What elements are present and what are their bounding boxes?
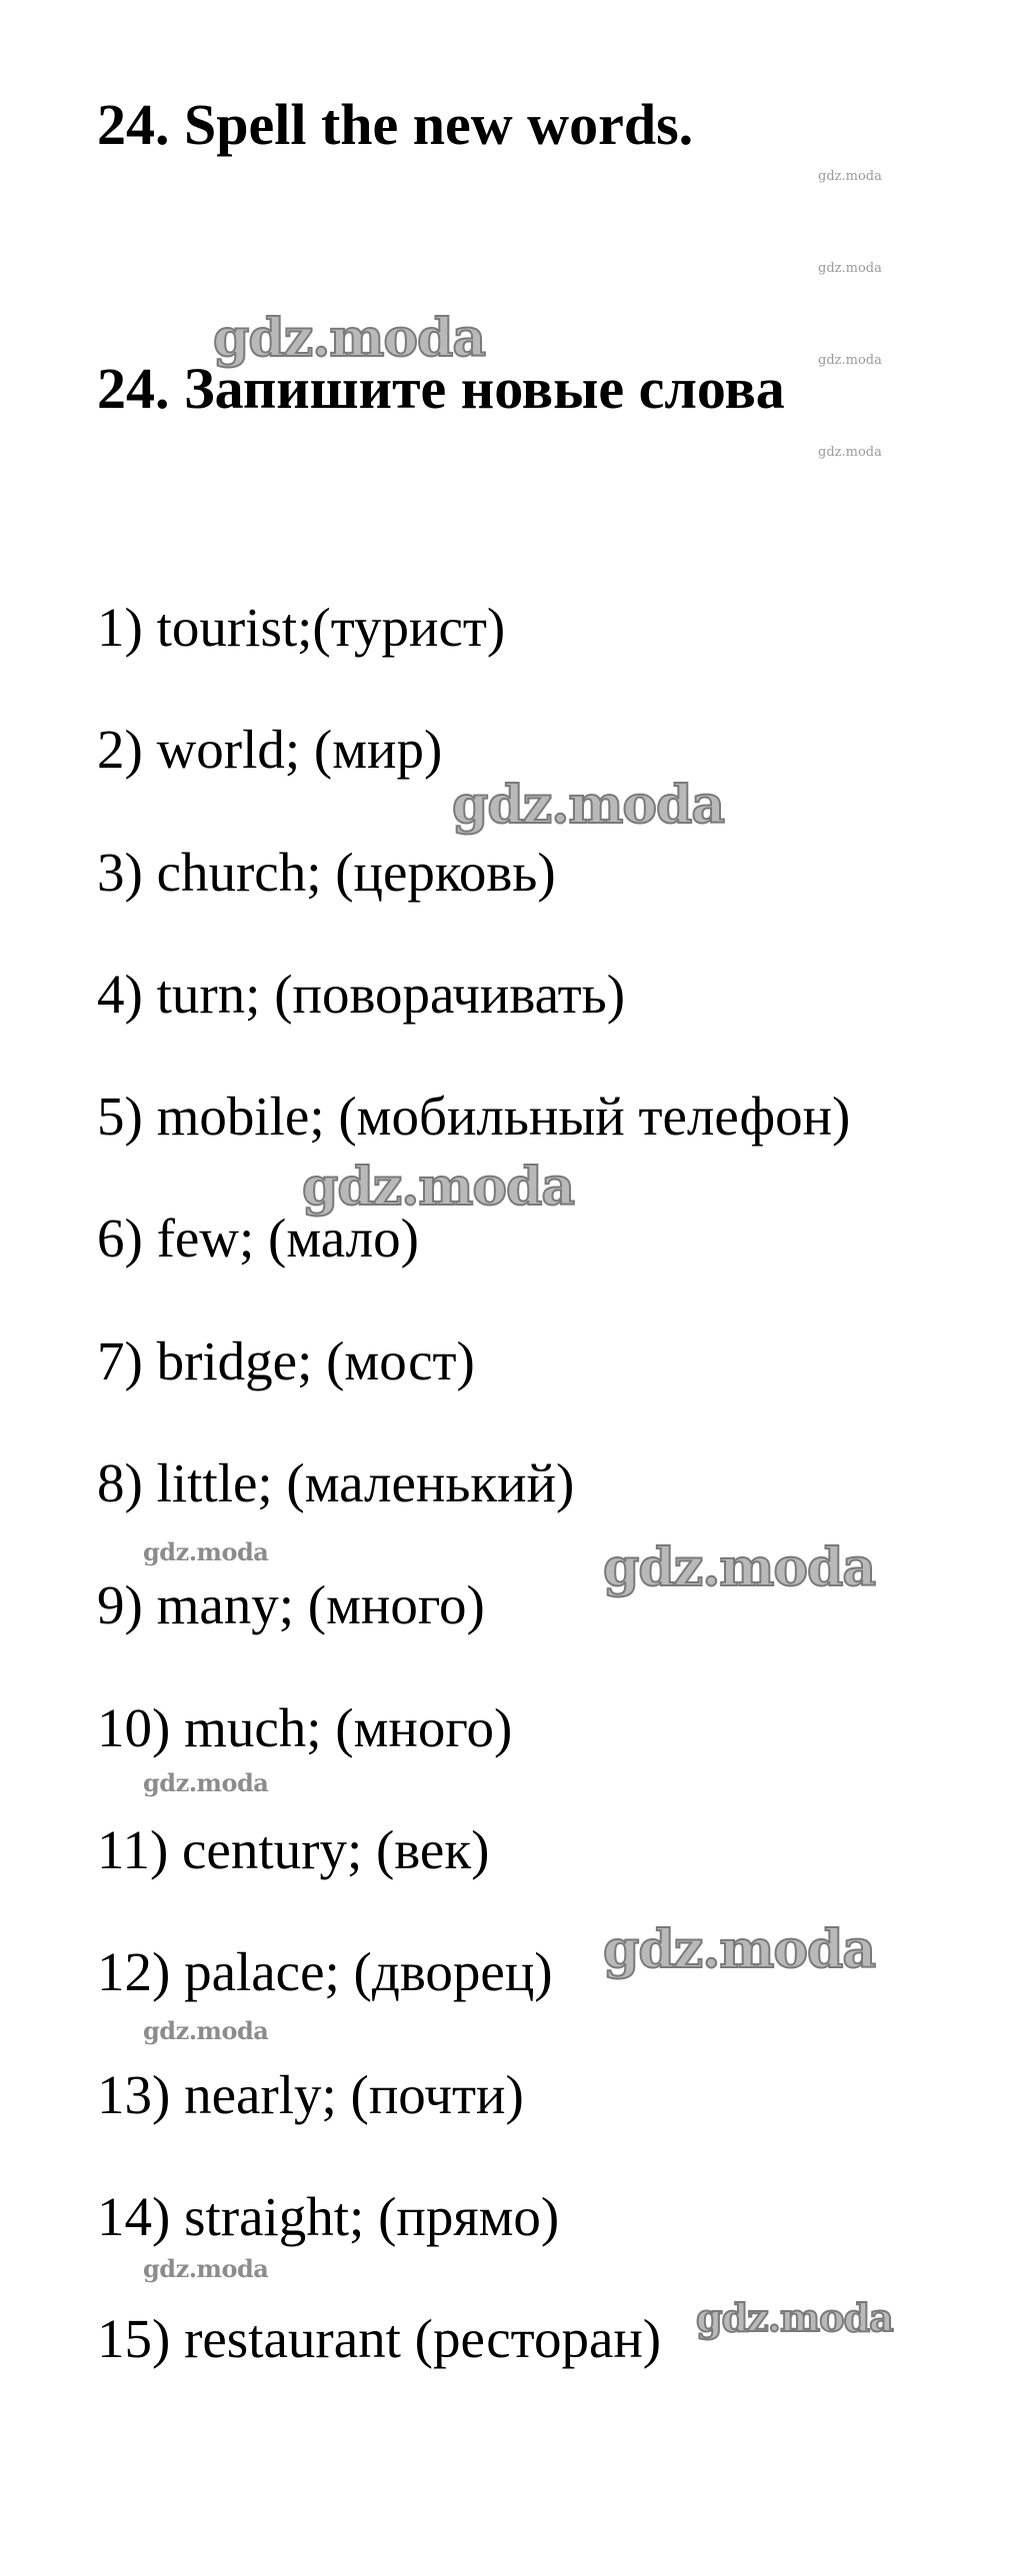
watermark: gdz.moda: [302, 1157, 575, 1218]
list-item: 13) nearly; (почти): [97, 2063, 524, 2125]
exercise-title-english: 24. Spell the new words.: [97, 92, 694, 157]
watermark: gdz.moda: [603, 1919, 876, 1980]
watermark: gdz.moda: [603, 1537, 876, 1598]
list-item: 7) bridge; (мост): [97, 1329, 475, 1391]
list-item: 1) tourist;(турист): [97, 597, 506, 658]
list-item: 5) mobile; (мобильный телефон): [97, 1086, 851, 1148]
list-item: 14) straight; (прямо): [97, 2185, 560, 2247]
list-item: 4) turn; (поворачивать): [97, 963, 626, 1025]
watermark: gdz.moda: [143, 2016, 269, 2045]
list-item: 6) few; (мало): [97, 1208, 419, 1270]
vocabulary-list: [97, 597, 851, 2433]
watermark: gdz.moda: [818, 445, 882, 460]
list-item: 12) palace; (дворец): [97, 1941, 553, 2003]
exercise-title-russian: 24. Запишите новые слова: [97, 356, 785, 421]
watermark: gdz.moda: [143, 2254, 269, 2283]
watermark: gdz.moda: [818, 353, 882, 368]
list-item: 11) century; (век): [97, 1818, 490, 1880]
list-item: 2) world; (мир): [97, 719, 443, 781]
list-item: 10) much; (много): [97, 1696, 513, 1758]
list-item: 9) many; (много): [97, 1574, 485, 1636]
list-item: 8) little; (маленький): [97, 1452, 575, 1514]
watermark: gdz.moda: [818, 169, 882, 184]
watermark: gdz.moda: [818, 261, 882, 276]
watermark: gdz.moda: [452, 775, 725, 836]
list-item: 3) church; (церковь): [97, 841, 556, 903]
watermark: gdz.moda: [143, 1537, 269, 1566]
watermark: gdz.moda: [143, 1768, 269, 1797]
watermark: gdz.moda: [696, 2295, 893, 2340]
watermark: gdz.moda: [213, 308, 486, 369]
list-item: 15) restaurant (ресторан): [97, 2308, 662, 2370]
